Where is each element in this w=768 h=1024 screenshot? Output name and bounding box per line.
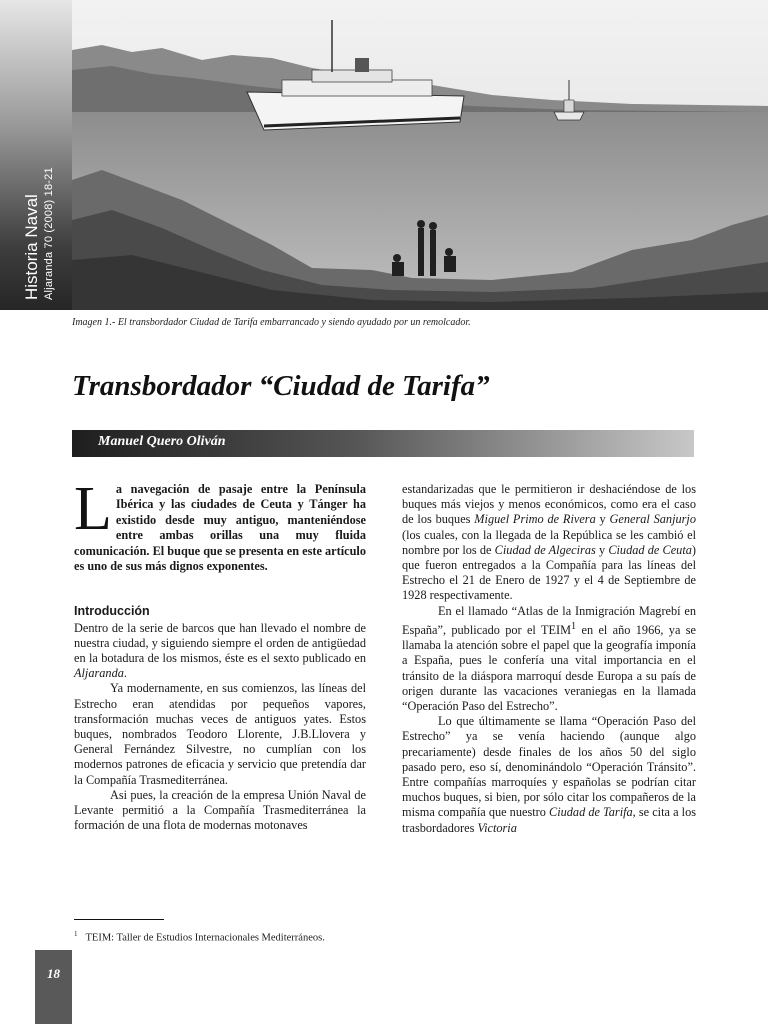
sidebar-label bbox=[22, 167, 56, 300]
paragraph: Ya modernamente, en sus comienzos, las líneas del Estrecho eran atendidas por pequeños vapores, transformación muchas veces de antiguos yates. Estos buques, nombrados Teodoro Llorente, J.B.Llovera y General Fernández Silvestre, no cumplían con los modernos patrones de eficacia y servicio que pretendía dar la Compañía Trasmediterránea. bbox=[74, 681, 366, 787]
ship-photo bbox=[72, 0, 768, 310]
page-number-box bbox=[35, 950, 72, 1024]
footnote-mark: 1 bbox=[74, 930, 78, 938]
author-name: Manuel Quero Oliván bbox=[98, 434, 226, 449]
left-column bbox=[74, 475, 366, 833]
issue-reference: Aljaranda 70 (2008) 18-21 bbox=[43, 167, 55, 300]
footnote-text: TEIM: Taller de Estudios Internacionales Mediterráneos. bbox=[85, 932, 325, 944]
paragraph: Asi pues, la creación de la empresa Unión Naval de Levante permitió a la Compañía Trasmediterránea la formación de una flota de modernas motonaves bbox=[74, 787, 366, 833]
page-number: 18 bbox=[47, 966, 60, 981]
lead-paragraph: La navegación de pasaje entre la Península Ibérica y las ciudades de Ceuta y Tánger ha existido desde muy antiguo, manteniéndose entre ambas orillas una muy fluida comunicación. El buque que se presenta en este artículo es uno de sus más dignos exponentes. bbox=[74, 475, 366, 574]
paragraph: En el llamado “Atlas de la Inmigración Magrebí en España”, publicado por el TEIM$^1$ en el año 1966, ya se llamaba la atención sobre el papel que la geografía imponía a España, pues le confería una vital importancia en el tránsito de la diáspora marroquí desde Europa a su país de origen durante las vacaciones veraniegas en la llamada “Operación Paso del Estrecho”. bbox=[402, 603, 696, 713]
paragraph: estandarizadas que le permitieron ir deshaciéndose de los buques más viejos y menos económicos, como era el caso de los buques Miguel Primo de Rivera y General Sanjurjo (los cuales, con la llegada de la República se les cambió el nombre por los de Ciudad de Algeciras y Ciudad de Ceuta) que fueron entregados a la Compañía para las líneas del Estrecho el 21 de Enero de 1927 y el 4 de Septiembre de 1928 respectivamente. bbox=[402, 482, 696, 603]
paragraph: Dentro de la serie de barcos que han llevado el nombre de nuestra ciudad, y siguiendo siempre el orden de antigüedad en la botadura de los mismos, éste es el sexto publicado en Aljaranda. bbox=[74, 620, 366, 681]
section-heading: Introducción bbox=[74, 604, 150, 619]
drop-cap: L bbox=[74, 475, 112, 543]
footnote bbox=[74, 930, 325, 944]
footnote-divider bbox=[74, 919, 164, 920]
article-title: Transbordador “Ciudad de Tarifa” bbox=[72, 370, 490, 402]
footnote-reference[interactable]: 1 bbox=[571, 620, 577, 632]
right-column bbox=[402, 482, 696, 836]
section-name: Historia Naval bbox=[22, 194, 41, 300]
paragraph: Lo que últimamente se llama “Operación Paso del Estrecho” ya se venía haciendo (aunque algo precariamente) desde finales de los años 50 del siglo pasado pero, eso sí, denominándolo “Operación Tránsito”. Entre compañías marroquíes y españolas se podrían citar muchos buques, si bien, por sólo citar los compañeros de la misma compañía que nuestro Ciudad de Tarifa, se cita a los trasbordadores Victoria bbox=[402, 714, 696, 835]
image-caption: Imagen 1.- El transbordador Ciudad de Tarifa embarrancado y siendo ayudado por un remolcador. bbox=[72, 317, 471, 328]
author-bar bbox=[72, 430, 694, 457]
